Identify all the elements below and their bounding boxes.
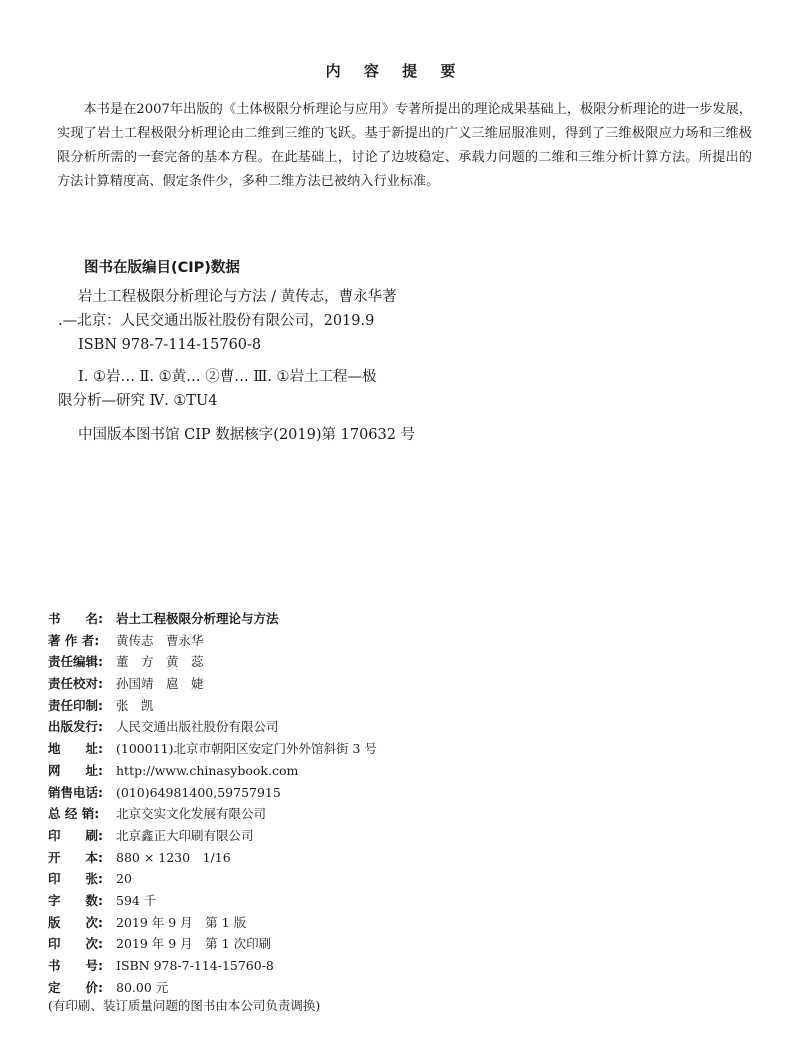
info-label: 书 名: [48, 611, 103, 626]
info-row-address [48, 738, 648, 760]
info-row-format [48, 847, 648, 869]
info-value: ISBN 978-7-114-15760-8 [116, 958, 274, 973]
info-row-word-count [48, 890, 648, 912]
info-value: (010)64981400,59757915 [116, 784, 281, 800]
info-label: 责任印制: [48, 697, 103, 713]
info-value: 594 千 [116, 892, 157, 908]
cip-title-line: 岩土工程极限分析理论与方法 / 黄传志，曹永华著 [78, 289, 397, 305]
cip-publisher-line: .—北京：人民交通出版社股份有限公司，2019.9 [58, 313, 375, 329]
info-row-publisher [48, 716, 648, 738]
info-label: 网 址: [48, 762, 103, 778]
info-row-title [48, 608, 648, 630]
info-label: 开 本: [48, 849, 103, 865]
cip-number-line: 中国版本图书馆 CIP 数据核字(2019)第 170632 号 [78, 427, 416, 443]
info-row-printer [48, 825, 648, 847]
cip-classification-line: 限分析—研究 Ⅳ. ①TU4 [58, 393, 218, 409]
info-row-distributor [48, 803, 648, 825]
info-label: 地 址: [48, 741, 103, 757]
info-row-proofreaders [48, 673, 648, 695]
cip-record [58, 285, 478, 447]
info-label: 定 价: [48, 979, 103, 995]
info-label: 印 张: [48, 871, 103, 887]
info-row-authors [48, 630, 648, 652]
cip-isbn-line: ISBN 978-7-114-15760-8 [78, 337, 262, 353]
page-title: 内 容 提 要 [325, 62, 465, 80]
info-label: 书 号: [48, 958, 103, 973]
cip-heading: 图书在版编目(CIP)数据 [84, 260, 240, 276]
abstract-paragraph: 本书是在2007年出版的《土体极限分析理论与应用》专著所提出的理论成果基础上，极限分析理论的进一步发展，实现了岩土工程极限分析理论由二维到三维的飞跃。基于新提出的广义三维屈服准则，得到了三维极限应力场和三维极限分析所需的一套完备的基本方程。在此基础上，讨论了边坡稳定、承载力问题的二维和三维分析计算方法。所提出的方法计算精度高、假定条件少，多种二维方法已被纳入行业标准。 [57, 102, 752, 189]
publication-info [48, 608, 648, 998]
info-row-edition [48, 912, 648, 934]
info-row-print-supervisor [48, 695, 648, 717]
info-value: http://www.chinasybook.com [116, 762, 299, 778]
info-label: 销售电话: [48, 784, 103, 800]
info-value: 2019 年 9 月 第 1 版 [116, 914, 247, 930]
cip-subject-line: Ⅰ. ①岩… Ⅱ. ①黄… ②曹… Ⅲ. ①岩土工程—极 [78, 369, 377, 385]
info-value: 董 方 黄 蕊 [116, 654, 204, 670]
info-label: 出版发行: [48, 719, 103, 735]
info-value: (100011)北京市朝阳区安定门外外馆斜街 3 号 [116, 741, 377, 757]
info-label: 著 作 者: [48, 632, 100, 648]
info-row-website [48, 760, 648, 782]
info-value: 880 × 1230 1/16 [116, 849, 231, 865]
info-value: 岩土工程极限分析理论与方法 [116, 611, 279, 626]
info-label: 总 经 销: [48, 806, 100, 822]
info-label: 责任校对: [48, 676, 103, 692]
info-value: 2019 年 9 月 第 1 次印刷 [116, 936, 272, 952]
info-value: 张 凯 [116, 697, 154, 713]
info-value: 孙国靖 扈 婕 [116, 676, 204, 692]
info-label: 版 次: [48, 914, 103, 930]
info-value: 黄传志 曹永华 [116, 632, 204, 648]
info-row-sheets [48, 868, 648, 890]
info-row-printing [48, 933, 648, 955]
info-label: 印 次: [48, 936, 103, 952]
info-value: 北京交实文化发展有限公司 [116, 806, 267, 822]
info-row-isbn [48, 955, 648, 977]
info-row-sales-phone [48, 782, 648, 804]
info-value: 20 [116, 871, 132, 887]
info-label: 责任编辑: [48, 654, 103, 670]
info-value: 80.00 元 [116, 979, 169, 995]
info-value: 人民交通出版社股份有限公司 [116, 719, 279, 735]
info-label: 印 刷: [48, 827, 103, 843]
info-value: 北京鑫正大印刷有限公司 [116, 827, 254, 843]
quality-notice: (有印刷、装订质量问题的图书由本公司负责调换) [48, 998, 321, 1013]
info-row-editors [48, 651, 648, 673]
info-label: 字 数: [48, 892, 103, 908]
